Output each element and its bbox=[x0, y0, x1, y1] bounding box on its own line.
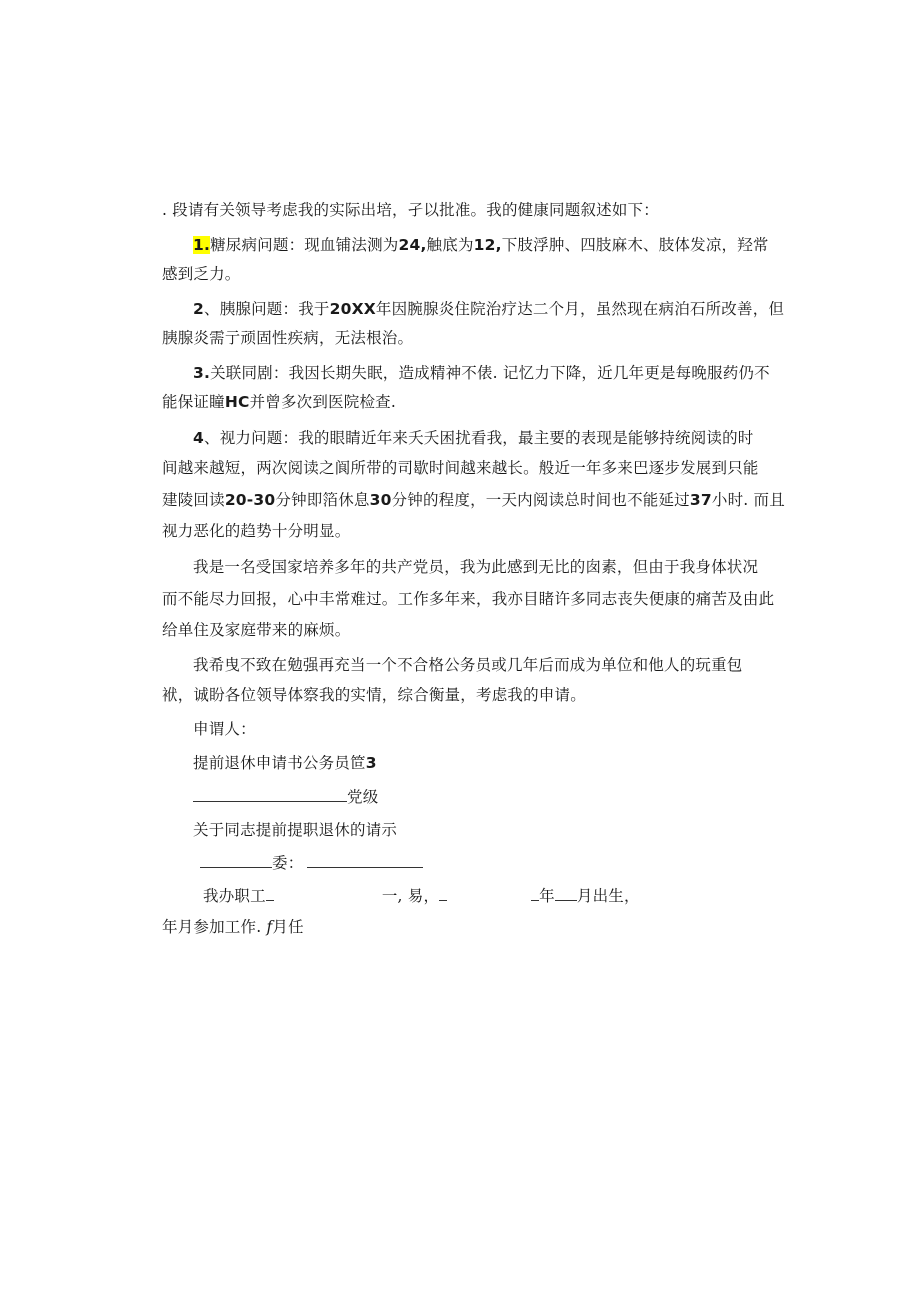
party-level-label: 党级 bbox=[347, 788, 379, 806]
blank-field-committee bbox=[307, 853, 423, 868]
para-2-number: 2 bbox=[193, 300, 204, 318]
employee-text-c: 年 bbox=[539, 887, 555, 905]
para-2-line-2 bbox=[162, 328, 762, 348]
para-3-number: 3. bbox=[193, 364, 211, 382]
para-1-value-1: 24, bbox=[398, 236, 427, 254]
employee-text-b: 一, 易， bbox=[381, 887, 440, 905]
para-4-line-1 bbox=[193, 428, 793, 448]
para-1-text-b: 触底为 bbox=[426, 236, 474, 254]
section-title-text: 提前退休申请书公务员笸 bbox=[193, 754, 366, 772]
para-1-line-1 bbox=[193, 235, 793, 255]
para-4-value-2: 30 bbox=[369, 491, 392, 509]
para-4-text-line2: 间越来越短，两次阅读之阆所带的司歇时间越来越长。般近一年多来巴逐步发展到只能 bbox=[162, 459, 759, 477]
para-4-value-3: 37 bbox=[689, 491, 712, 509]
para-6-text-line2: 袱，诚盼各位领导体察我的实情，综合衡量，考虑我的申请。 bbox=[162, 686, 586, 704]
para-3-line-2 bbox=[162, 392, 762, 412]
para-4-text-l3c: 分钟的程度，一天内阅读总时间也不能延过 bbox=[391, 491, 690, 509]
para-2-text-line2: 胰腺炎需亍顽固性疾病，无法根治。 bbox=[162, 329, 414, 347]
request-title: 关于同志提前提职退休的请示 bbox=[193, 821, 398, 839]
para-4-value-1: 20-30 bbox=[224, 491, 276, 509]
para-5-line-2 bbox=[162, 589, 775, 609]
blank-field-employee-name bbox=[266, 886, 274, 901]
last-line-text: 年月参加工作. 𝑓月任 bbox=[162, 918, 304, 936]
employee-text-d: 月出生， bbox=[576, 887, 640, 905]
section-title-3 bbox=[193, 753, 793, 773]
para-4-line-4 bbox=[162, 521, 762, 541]
para-4-text-l3b: 分钟即箔休息 bbox=[275, 491, 370, 509]
employee-line bbox=[203, 886, 803, 906]
intro-text: . 段请有关领导考虑我的实际出培，孑以批准。我的健康同题叙述如下： bbox=[162, 201, 659, 219]
para-5-text-line1: 我是一名受国家培养多年的共产党员，我为此感到无比的囱素，但由于我身体状况 bbox=[193, 558, 759, 576]
para-2-text-b: 年因腕腺炎住院治疗达二个月，虽然现在病泊石所改善，但 bbox=[375, 300, 785, 318]
request-title-line bbox=[193, 820, 793, 840]
blank-field-committee-name bbox=[200, 853, 272, 868]
para-1-text-a: 糖尿病问题：现血铺法测为 bbox=[210, 236, 399, 254]
para-3-text-l2a: 能保证瞳 bbox=[162, 393, 225, 411]
para-5-line-1 bbox=[193, 557, 793, 577]
blank-field-year bbox=[531, 886, 539, 901]
para-3-text-l2b: 并曾多次到医院检查. bbox=[249, 393, 396, 411]
para-4-number: 4 bbox=[193, 429, 204, 447]
para-1-line-2 bbox=[162, 264, 762, 284]
para-4-line-3 bbox=[162, 490, 785, 510]
para-4-text-a: 、视力问题：我的眼睛近年来夭夭困扰看我，最主要的表现是能够持统阅读的时 bbox=[204, 429, 754, 447]
para-2-year: 20XX bbox=[329, 300, 376, 318]
para-2-line-1 bbox=[193, 299, 793, 319]
doc-line-intro bbox=[162, 200, 762, 220]
applicant-line bbox=[193, 719, 793, 739]
committee-line bbox=[200, 853, 800, 873]
para-6-text-line1: 我希曳不致在勉强再充当一个不合格公务员或几年后而成为单位和他人的玩重包 bbox=[193, 656, 743, 674]
para-6-line-1 bbox=[193, 655, 793, 675]
blank-field-party bbox=[193, 787, 347, 802]
blank-field-birth bbox=[439, 886, 447, 901]
para-4-text-l3d: 小时. 而且 bbox=[711, 491, 785, 509]
para-1-text-line2: 感到乏力。 bbox=[162, 265, 241, 283]
para-1-value-2: 12, bbox=[473, 236, 502, 254]
para-4-line-2 bbox=[162, 458, 762, 478]
last-line bbox=[162, 917, 762, 937]
section-title-number: 3 bbox=[365, 754, 377, 772]
para-1-number: 1. bbox=[193, 236, 211, 254]
applicant-label: 申谓人： bbox=[193, 720, 256, 738]
para-4-text-line4: 视力恶化的趋势十分明显。 bbox=[162, 522, 351, 540]
para-1-text-c: 下肢浮肿、四肢麻木、肢体发凉，羟常 bbox=[501, 236, 769, 254]
committee-label: 委： bbox=[272, 854, 304, 872]
para-4-text-l3a: 建陵回读 bbox=[162, 491, 225, 509]
blank-field-month bbox=[555, 886, 577, 901]
para-5-text-line2: 而不能尽力回报，心中丰常难过。工作多年来，我亦目睹许多同志丧失便康的痛苦及由此 bbox=[162, 590, 775, 608]
employee-text-a: 我办职工 bbox=[203, 887, 266, 905]
para-2-text-a: 、胰腺问题：我于 bbox=[204, 300, 330, 318]
para-3-text-a: 关联同剧：我因长期失眠，造成精神不俵. 记忆力下降，近几年更是每晚服药仍不 bbox=[210, 364, 770, 382]
para-5-text-line3: 给单住及家庭带来的麻烦。 bbox=[162, 621, 351, 639]
para-5-line-3 bbox=[162, 620, 762, 640]
para-3-value: HC bbox=[224, 393, 250, 411]
party-level-line bbox=[193, 787, 793, 807]
para-6-line-2 bbox=[162, 685, 762, 705]
para-3-line-1 bbox=[193, 363, 793, 383]
